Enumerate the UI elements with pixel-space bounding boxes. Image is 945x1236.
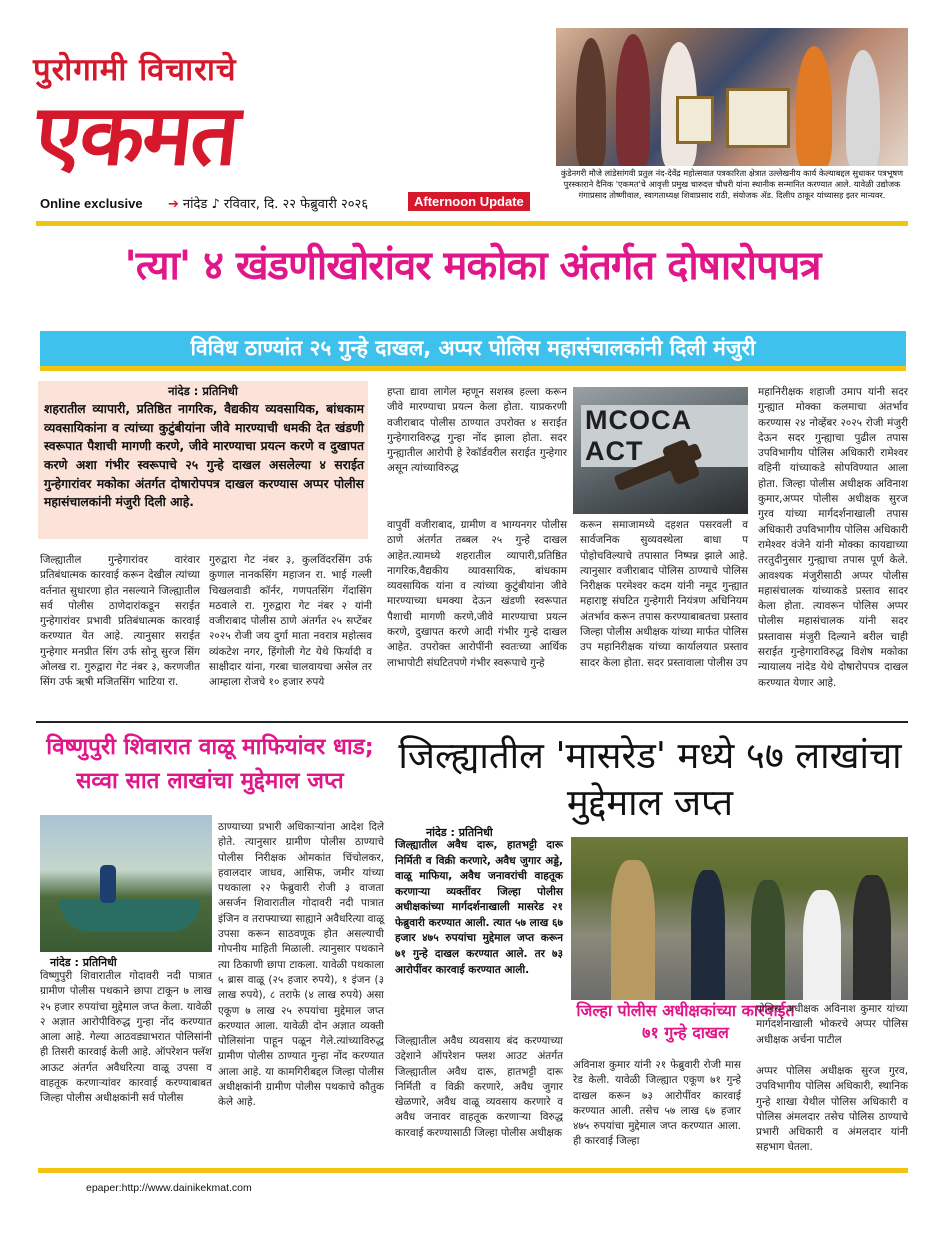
top-rule xyxy=(36,221,908,226)
story3-headline: जिल्ह्यातील 'मासरेड' मध्ये ५७ लाखांचा मुद्देमाल जप्त xyxy=(398,734,902,825)
story2-byline: नांदेड : प्रतिनिधी xyxy=(50,956,117,969)
masthead-logo: एकमत xyxy=(30,85,243,184)
section-divider xyxy=(36,721,908,723)
story2-column-1: विष्णुपुरी शिवारातील गोदावरी नदी पात्रात ग्रामीण पोलीस पथकाने छापा टाकून ७ लाख २५ हजार रुपयांचा मुद्देमाल जप्त केला. यावेळी २ अज्ञात आरोपीविरुद्ध गुन्हा नोंद करण्यात आला आहे. गेल्या आठवड्याभरात पोलिसांनी ही तिसरी कारवाई केली आहे. ऑपरेशन फ्लॅश आऊट अंतर्गत अवैधरित्या वाळू उपसा व वाहतूक करणाऱ्यांवर कारवाई करण्याबाबत जिल्हा पोलीस अधीक्षकांनी सर्व पोलीस xyxy=(40,970,212,1105)
story3-subheadline: जिल्हा पोलीस अधीक्षकांच्या कारवाईत ७१ गुन्हे दाखल xyxy=(576,1001,795,1043)
arrow-circle-icon: ➔ xyxy=(168,197,179,212)
story3-column-3b: अप्पर पोलिस अधीक्षक सुरज गुरव, उपविभागीय पोलिस अधिकारी, स्थानिक गुन्हे शाखा येथील पोलिस अधिकारी व पोलिस अंमलदार तसेच पोलिस ठाण्याचे प्रभारी अधिकारी व अंमलदार यांनी सहभाग घेतला. xyxy=(756,1065,908,1154)
lead-summary-box xyxy=(38,381,368,539)
online-exclusive-label: Online exclusive xyxy=(40,196,143,211)
mcoca-act-image xyxy=(573,387,748,514)
lead-column-5: महानिरीक्षक शहाजी उमाप यांनी सदर गुन्ह्यात मोक्का कलमाचा अंतर्भाव करण्यास २४ नोव्हेंबर २०२५ रोजी मंजुरी देऊन सदर गुन्ह्याचा पुढील तपास उपविभागीय पोलिस अधिकारी रामेश्वर वहिनी यांच्याकडे सोपविण्यात आला होता. जिल्हा पोलीस अधीक्षक अविनाश कुमार,अप्पर पोलीस अधीक्षक सुरज गुरव यांच्या मार्गदर्शनाखाली तपास अधिकारी उपविभागीय पोलिस अधिकारी रामेश्वर वंजेने यांनी मोक्का कायद्याच्या तरतुदीनुसार गुन्ह्याचा तपास पूर्ण केले. आवश्यक मंजुरीसाठी अप्पर पोलीस महासंचालक यांच्याकडे प्रस्ताव सादर केला होता. त्यावरून पोलिस अप्पर पोलीस महासंचालक यांनी सदर प्रस्तावास मंजुरी दिल्याने बरील चाही सराईत गुन्हेगाराविरुद्ध विशेष मकोका न्यायालय नांदेड येथे दोषारोपपत्र दाखल करण्यात येणार आहे. xyxy=(758,386,908,689)
lead-column-2: गुरुद्वारा गेट नंबर ३, कुलविंदरसिंग उर्फ कुणाल नानकसिंग महाजन रा. भाई गल्ली चिखलवाडी कॉर्नर, गणपतसिंग गेंदासिंग मठवाले रा. गुरुद्वारा गेट नंबर २ यांनी वजीराबाद पोलीस ठाणे अंतर्गत २५ सप्टेंबर २०२५ रोजी जय दुर्गा माता नवरात्र महोत्सव व्यंकटेश नगर, हिंगोली गेट येथे फिर्यादी व साक्षीदार यांना, गरबा चालवायचा असेल तर आम्हाला रोजचे १० हजार रुपये xyxy=(209,554,372,689)
masthead-tagline: पुरोगामी विचाराचे xyxy=(33,52,237,88)
lead-byline: नांदेड : प्रतिनिधी xyxy=(168,384,238,398)
story3-byline: नांदेड : प्रतिनिधी xyxy=(426,826,493,839)
epaper-link[interactable]: epaper:http://www.dainikekmat.com xyxy=(86,1182,252,1194)
story2-column-2: ठाण्याच्या प्रभारी अधिकाऱ्यांना आदेश दिले होते. त्यानुसार ग्रामीण पोलीस ठाण्याचे पोलीस निरीक्षक ओमकांत चिंचोलकर, हवालदार जाधव, आसिफ, जमीर यांच्या पथकाला २२ फेब्रुवारी रोजी ३ वाजता असर्जन शिवारातील गोदावरी नदी पात्रात इंजिन व तराफ्याच्या साह्याने अवैधरित्या वाळू उपसा करून साठवणूक होत असल्याची गोपनीय माहिती मिळाली. त्यानुसार पथकाने त्या ठिकाणी छापा टाकला. यावेळी पथकाला ५ ब्रास वाळू (२५ हजार रुपये), १ इंजन (३ लाख रुपये), ८ तराफे (४ लाख रुपये) असा एकूण ७ लाख २५ रुपयांचा मुद्देमाल जप्त करण्यात आला. यावेळी दोन अज्ञात व्यक्ती पोलिसांना पाहून पळून गेले.त्यांच्याविरुद्ध ग्रामीण पोलीस ठाण्यात गुन्हा नोंद करण्यात आला आहे. या कामगिरीबद्दल जिल्हा पोलीस अधीक्षकांनी ग्रामीण पोलीस पथकाचे कौतुक केले आहे. xyxy=(218,821,384,1109)
bottom-rule xyxy=(38,1168,908,1173)
photo-caption: कुंडेनगरी मौजे लांडेसांगवी प्रतुल नंद-देवेंद्र महोत्सवात पत्रकारिता क्षेत्रात उल्लेखनीय कार्य केल्याबद्दल सुधाकर पत्रभूषण पुरस्काराने दैनिक 'एकमत'चे आवृत्ती प्रमुख चारुदत्त चौधरी यांना स्थानीक सन्मानित करण्यात आले. यावेळी उद्योजक गंगाप्रसाद तोष्णीवाल, स्वागताध्यक्ष शिवाप्रसाद राठी, संयोजक ॲड. दिलीप ठाकूर यांच्यासह इतर मान्यवर. xyxy=(560,168,904,201)
lead-subheadline: विविध ठाण्यांत २५ गुन्हे दाखल, अप्पर पोलिस महासंचालकांनी दिली मंजुरी xyxy=(40,331,906,371)
lead-column-3a: हप्ता द्यावा लागेल म्हणून सशस्त्र हल्ला करून जीवे मारण्याचा प्रयत्न केला होता. याप्रकरणी वजीराबाद पोलीस ठाण्यात उपरोक्त ४ सराईत गुन्हेगाराविरुद्ध गुन्हा नोंद झाला होता. सदर गुन्ह्यातील आरोपी हे रेकॉर्डवरील सराईत गुन्हेगार असून त्यांच्याविरुद्ध xyxy=(387,386,567,475)
story3-column-2: अविनाश कुमार यांनी २१ फेब्रुवारी रोजी मास रेड केली. यावेळी जिल्ह्यात एकूण ७१ गुन्हे दाखल करून ७३ आरोपींवर कारवाई करण्यात आली. तसेच ५७ लाख ६७ हजार ४७५ रुपयांचा मुद्देमाल जप्त करण्यात आला. ही कारवाई जिल्हा xyxy=(573,1059,741,1148)
lead-column-3b: वापुर्वी वजीराबाद, ग्रामीण व भाग्यनगर पोलीस ठाणे अंतर्गत तब्बल २५ गुन्हे दाखल आहेत.त्यामध्ये शहरातील व्यापारी,प्रतिष्ठित नागरिक,वैद्यकीय व्यावसायिक, बांधकाम व्यवसायिक यांना व त्यांच्या कुटुंबीयांना जीवे मारण्याच्या धमक्या देऊन खंडणी स्वरूपात पैशाची मागणी करणे,जीवे मारण्याचा प्रयत्न करणे, दुखापत करणे आदी गंभीर गुन्हे दाखल आहेत. उपरोक्त आरोपींनी स्वतःच्या आर्थिक लाभापोटी संघटितपणे गंभीर स्वरूपाचे गुन्हे xyxy=(387,519,567,669)
story2-headline: विष्णुपुरी शिवारात वाळू माफियांवर धाड; सव्वा सात लाखांचा मुद्देमाल जप्त xyxy=(46,734,374,794)
lead-column-4: करून समाजामध्ये दहशत पसरवली व सार्वजनिक सुव्यवस्थेला बाधा प पोहोचविल्याचे तपासात निष्पन्न झाले आहे. त्यानुसार वजीराबाद पोलिस ठाण्याचे पोलिस निरीक्षक परमेश्वर कदम यांनी नमूद गुन्ह्यात महाराष्ट्र संघटित गुन्हेगारी नियंत्रण अधिनियम अंतर्भाव करून तपास करण्याबाबतचा प्रस्ताव जिल्हा पोलीस अधीक्षक यांच्या मार्फत पोलिस उप महानिरीक्षक यांच्या कार्यालयात प्रस्ताव सादर केला होता. सदर प्रस्तावाला पोलीस उप xyxy=(580,519,748,669)
dateline xyxy=(168,194,368,212)
dateline-text: नांदेड ♪ रविवार, दि. २२ फेब्रुवारी २०२६ xyxy=(182,197,369,212)
lead-headline: 'त्या' ४ खंडणीखोरांवर मकोका अंतर्गत दोषारोपपत्र xyxy=(124,243,821,289)
edition-badge: Afternoon Update xyxy=(408,192,530,211)
mcoca-image-text: MCOCA ACT xyxy=(581,405,748,467)
lead-column-1: जिल्ह्यातील गुन्हेगारांवर वारंवार प्रतिबंधात्मक कारवाई करून देखील त्यांच्या वर्तनात सुधारणा होत नसल्याने जिल्ह्यातील सर्व पोलीस ठाणेदारांकडून सराईत गुन्हेगारांवर प्रभावी प्रतिबंधात्मक कारवाई करण्यात येत आहे. त्यानुसार सराईत गुन्हेगार मनप्रीत सिंग उर्फ सोनू सुरज सिंग ओलख रा. गुरुद्वारा गेट नंबर ३, करणजीत सिंग उर्फ ऋषी मजितसिंग भाटिया रा. xyxy=(40,554,200,689)
story3-column-3a: पोलिस अधीक्षक अविनाश कुमार यांच्या मार्गदर्शनाखाली भोकरचे अप्पर पोलिस अधीक्षक अर्चना पाटील xyxy=(756,1003,908,1046)
award-photo xyxy=(556,28,908,166)
police-team-photo xyxy=(571,837,908,1000)
river-raid-photo xyxy=(40,815,212,952)
story3-column-1: जिल्ह्यातील अवैध व्यवसाय बंद करण्याच्या उद्देशाने ऑपरेशन फ्लश आउट अंतर्गत जिल्ह्यातील अवैध दारू, हातभट्टी दारू निर्मिती व विक्री करणारे, अवैध जुगार खेळणारे, अवैध वाळू व्यवसाय करणारे व अवैध जनावर वाहतूक करणाऱ्या विरुद्ध कारवाई करण्यासाठी जिल्हा पोलीस अधीक्षक xyxy=(395,1035,563,1139)
lead-summary: शहरातील व्यापारी, प्रतिष्ठित नागरिक, वैद्यकीय व्यवसायिक, बांधकाम व्यवसायिकांना व त्यांच्या कुटुंबीयांना जीवे मारण्याची धमकी देत खंडणी स्वरूपात पैशाची मागणी करणे, जीवे मारण्याचा प्रयत्न करणे व दुखापत करणे अशा गंभीर स्वरूपाचे २५ गुन्हे दाखल असलेल्या ४ सराईत गुन्हेगारांवर मकोका अंतर्गत दोषारोपपत्र दाखल करण्यास अप्पर पोलीस महासंचालकांनी मंजुरी दिली आहे. xyxy=(44,402,364,510)
story3-lead: जिल्ह्यातील अवैध दारू, हातभट्टी दारू निर्मिती व विक्री करणारे, अवैध जुगार अड्डे, वाळू माफिया, अवैध जनावरांची वाहतूक करणाऱ्या व्यक्तींवर जिल्हा पोलीस अधीक्षकांच्या मार्गदर्शनाखाली मासरेड २१ फेब्रुवारी करण्यात आली. त्यात ५७ लाख ६७ हजार ४७५ रुपयांचा मुद्देमाल जप्त करून ७१ गुन्हे दाखल करण्यात आले. तर ७३ आरोपींवर कारवाई करण्यात आली. xyxy=(395,839,563,976)
